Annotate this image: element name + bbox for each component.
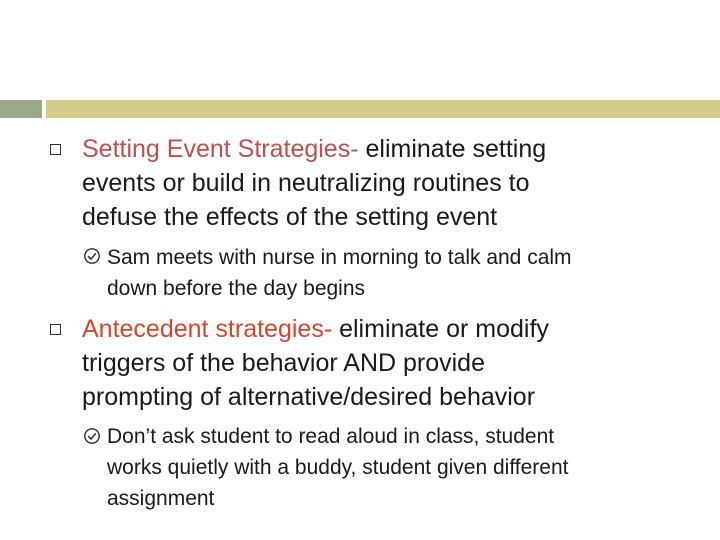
bullet-heading-line-3: prompting of alternative/desired behavior <box>82 383 536 411</box>
circle-check-icon <box>83 247 101 265</box>
sub-bullet-line-3: assignment <box>107 487 215 510</box>
bullet-heading-line-1 <box>82 134 682 165</box>
sub-bullet-line-1: Sam meets with nurse in morning to talk and calm <box>107 246 572 269</box>
heading-prefix: Antecedent strategies- <box>82 315 333 343</box>
heading-rest: eliminate setting <box>358 135 547 163</box>
bullet-heading-line-2: triggers of the behavior AND provide <box>82 349 485 377</box>
sub-bullet-line-2: works quietly with a buddy, student given different <box>107 456 569 479</box>
bullet-heading-line-1 <box>82 314 682 345</box>
bullet-heading-line-3: defuse the effects of the setting event <box>82 203 498 231</box>
sub-bullet-line-1: Don’t ask student to read aloud in class, student <box>107 425 555 448</box>
heading-rest: eliminate or modify <box>332 315 549 343</box>
bullet-heading-line-2: events or build in neutralizing routines to <box>82 169 530 197</box>
sub-bullet-line-2: down before the day begins <box>107 277 366 300</box>
heading-prefix: Setting Event Strategies- <box>82 135 359 163</box>
square-bullet-icon <box>50 324 61 335</box>
square-bullet-icon <box>50 144 61 155</box>
circle-check-icon <box>83 427 101 445</box>
